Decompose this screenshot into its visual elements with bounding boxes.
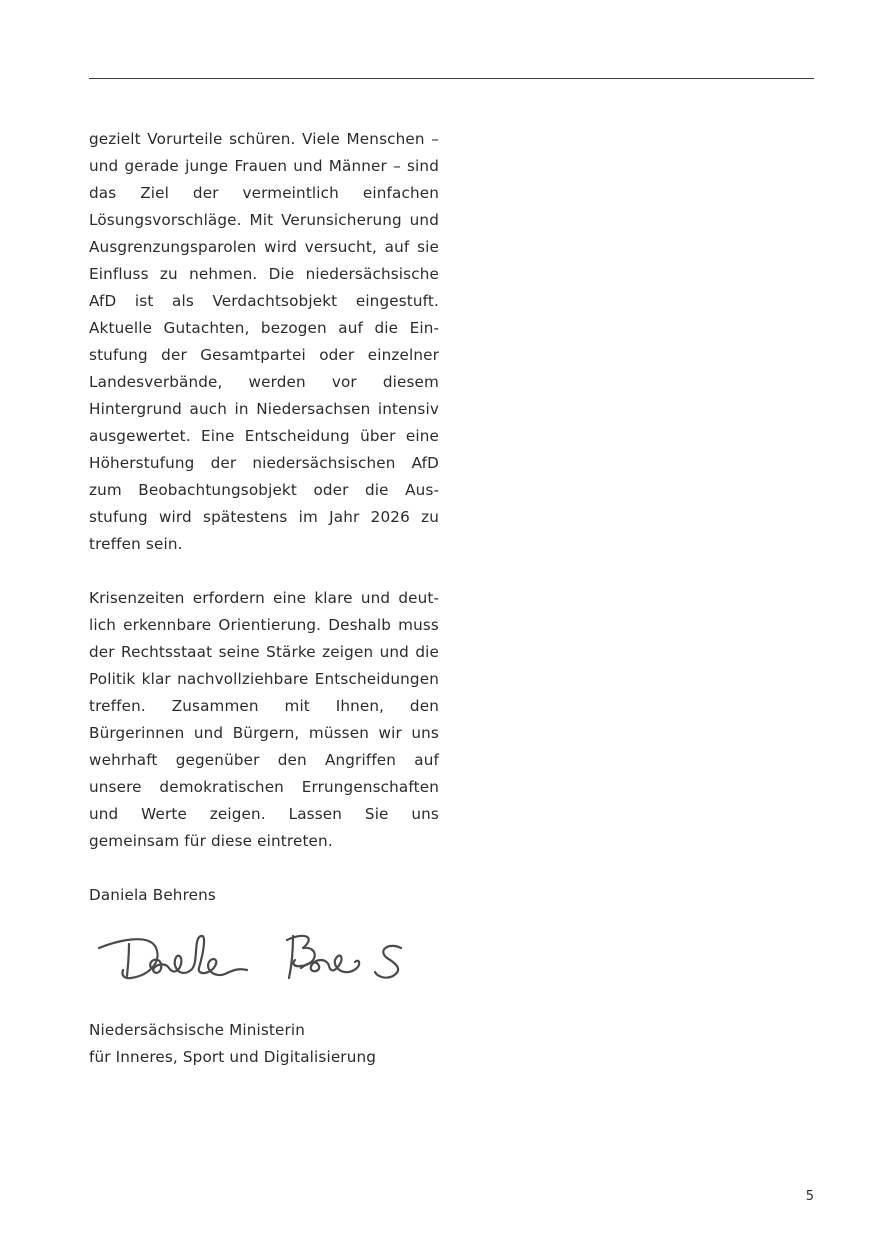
signature-image — [89, 920, 419, 995]
author-role — [89, 1017, 376, 1071]
header-divider — [89, 78, 814, 79]
author-name: Daniela Behrens — [89, 886, 216, 904]
body-paragraph-1: gezielt Vorurteile schüren. Viele Menschen – und gerade junge Frauen und Männer – sind das Ziel der vermeintlich einfachen Lösungsvorschläge. Mit Verunsicherung und Ausgrenzungsparolen wird versucht, auf sie Einfluss zu nehmen. Die niedersächsische AfD ist als Verdachtsobjekt eingestuft. Aktuelle Gutachten, bezogen auf die Einstufung der Gesamtpartei oder einzelner Landesverbände, werden vor diesem Hintergrund auch in Niedersachsen intensiv ausgewertet. Eine Entscheidung über eine Höherstufung der niedersächsischen AfD zum Beobachtungsobjekt oder die Ausstufung wird spätestens im Jahr 2026 zu treffen sein. — [89, 130, 439, 553]
author-role-line-1: Niedersächsische Ministerin — [89, 1021, 306, 1039]
main-text-column — [89, 126, 439, 855]
body-paragraph-2: Krisenzeiten erfordern eine klare und deutlich erkennbare Orientierung. Deshalb muss der Rechtsstaat seine Stärke zeigen und die Politik klar nachvollziehbare Entscheidungen treffen. Zusammen mit Ihnen, den Bürgerinnen und Bürgern, müssen wir uns wehrhaft gegenüber den Angriffen auf unsere demokratischen Errungenschaften und Werte zeigen. Lassen Sie uns gemeinsam für diese eintreten. — [89, 589, 439, 850]
author-role-line-2: für Inneres, Sport und Digitalisierung — [89, 1048, 377, 1066]
page-number: 5 — [805, 1189, 814, 1204]
